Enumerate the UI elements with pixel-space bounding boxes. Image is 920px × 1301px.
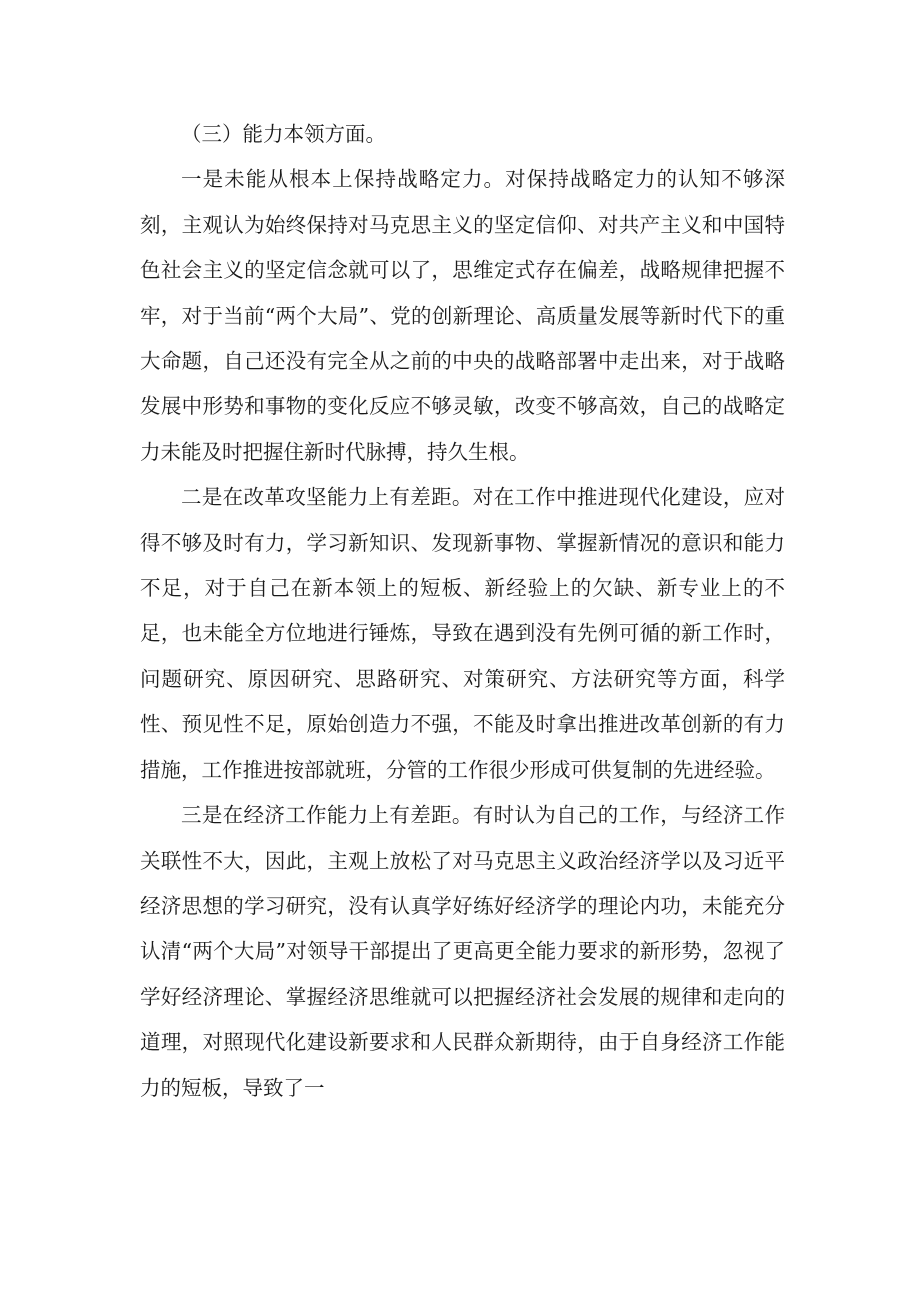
paragraph-strategic-focus: 一是未能从根本上保持战略定力。对保持战略定力的认知不够深刻，主观认为始终保持对马克思主义的坚定信仰、对共产主义和中国特色社会主义的坚定信念就可以了，思维定式存在偏差，战略规律把握不牢，对于当前“两个大局”、党的创新理论、高质量发展等新时代下的重大命题，自己还没有完全从之前的中央的战略部署中走出来，对于战略发展中形势和事物的变化反应不够灵敏，改变不够高效，自己的战略定力未能及时把握住新时代脉搏，持久生根。 xyxy=(140,167,785,464)
paragraph-reform-capability: 二是在改革攻坚能力上有差距。对在工作中推进现代化建设，应对得不够及时有力，学习新知识、发现新事物、掌握新情况的意识和能力不足，对于自己在新本领上的短板、新经验上的欠缺、新专业上的不足，也未能全方位地进行锤炼，导致在遇到没有先例可循的新工作时，问题研究、原因研究、思路研究、对策研究、方法研究等方面，科学性、预见性不足，原始创造力不强，不能及时拿出推进改革创新的有力措施，工作推进按部就班，分管的工作很少形成可供复制的先进经验。 xyxy=(140,485,785,782)
paragraph-economic-capability: 三是在经济工作能力上有差距。有时认为自己的工作，与经济工作关联性不大，因此，主观上放松了对马克思主义政治经济学以及习近平经济思想的学习研究，没有认真学好练好经济学的理论内功，未能充分认清“两个大局”对领导干部提出了更高更全能力要求的新形势，忽视了学好经济理论、掌握经济思维就可以把握经济社会发展的规律和走向的道理，对照现代化建设新要求和人民群众新期待，由于自身经济工作能力的短板，导致了一 xyxy=(140,803,785,1100)
section-heading: （三）能力本领方面。 xyxy=(181,122,386,146)
document-body xyxy=(140,112,785,1111)
